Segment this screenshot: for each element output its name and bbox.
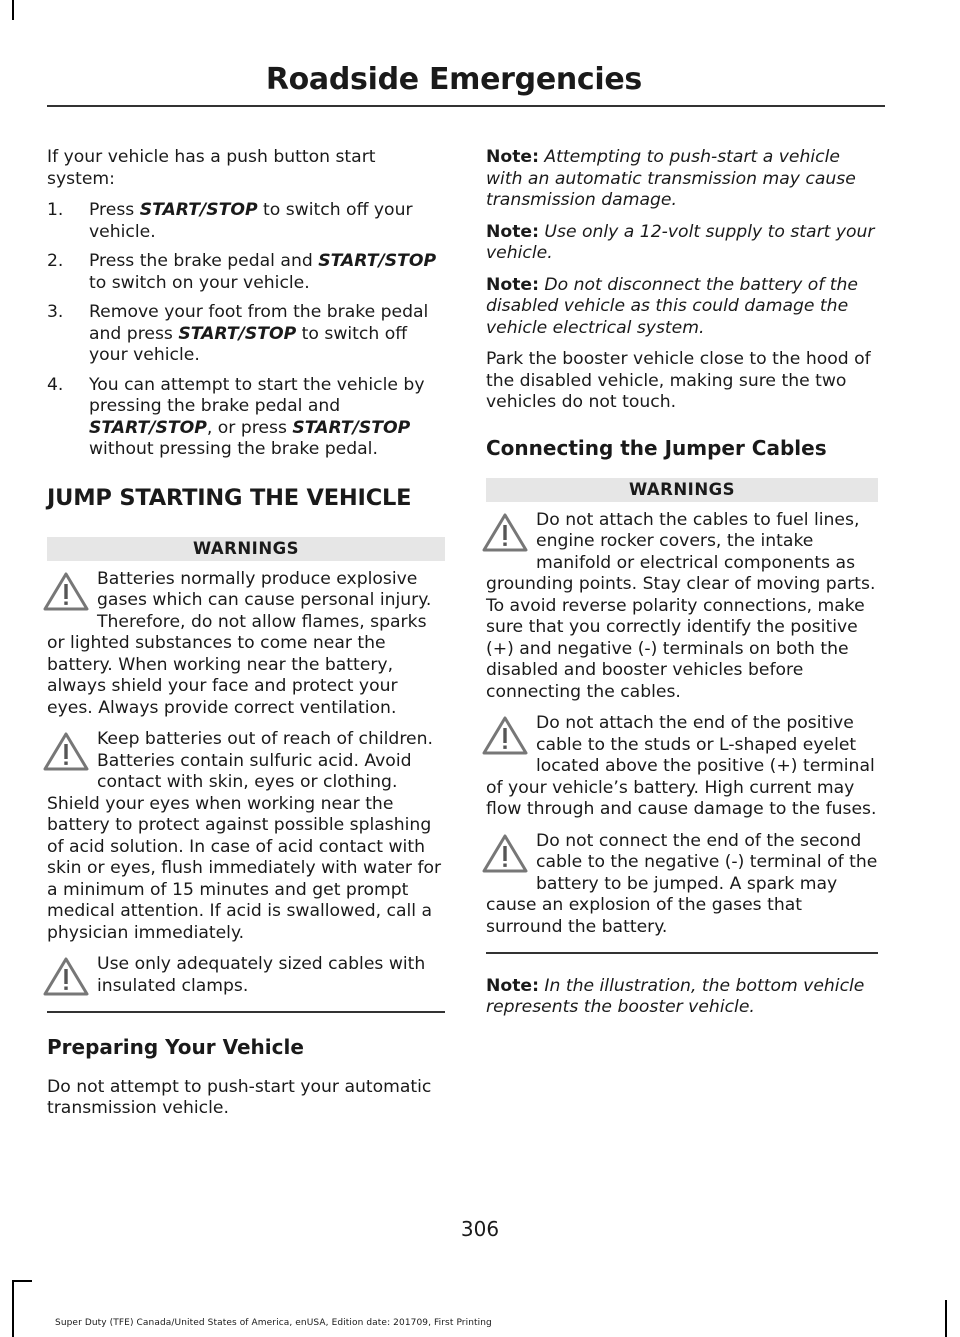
note-text: Attempting to push-start a vehicle with an automatic transmission may cause transmission damage. — [486, 147, 856, 210]
body-text: Do not attempt to push-start your automatic transmission vehicle. — [47, 1076, 432, 1118]
warning-triangle-icon — [480, 510, 534, 556]
crop-mark — [12, 0, 14, 20]
step-number: 1. — [47, 200, 64, 220]
note-label: Note: — [486, 975, 539, 996]
step-item — [47, 302, 445, 367]
note — [486, 976, 878, 1019]
subsection-title: Preparing Your Vehicle — [47, 1034, 304, 1059]
step-number: 4. — [47, 374, 64, 395]
step-text: to switch off your vehicle. — [89, 323, 408, 365]
warning-text: Do not attach the cables to fuel lines, engine rocker covers, the intake manifold or electrical components as grounding points. Stay clear of moving parts. To avoid reverse polarity connections, make sure that you correctly identify the positive (+) and negative (-) terminals on both the disabled and booster vehicles before connecting the cables. — [486, 509, 876, 702]
warning-item — [47, 569, 445, 720]
step-text: to switch off your vehicle. — [89, 200, 413, 242]
warning-item — [47, 954, 445, 997]
warning-text: Keep batteries out of reach of children. Batteries contain sulfuric acid. Avoid contact with skin, eyes or clothing. Shield your eyes when working near the battery to protect against possible splashing of acid solution. In case of acid contact with skin or eyes, flush immediately with water for a minimum of 15 minutes and get prompt medical attention. If acid is swallowed, call a physician immediately. — [47, 729, 442, 943]
step-text: without pressing the brake pedal. — [89, 439, 378, 459]
step-item — [47, 375, 445, 461]
keyword: START/STOP — [89, 417, 207, 438]
footer-edition-text: Super Duty (TFE) Canada/United States of America, enUSA, Edition date: 201709, First Printing — [55, 1318, 492, 1328]
note — [486, 222, 878, 265]
warnings-end-rule — [47, 1011, 445, 1013]
warning-triangle-icon — [480, 831, 534, 877]
intro-text: If your vehicle has a push button start system: — [47, 147, 376, 189]
crop-mark — [12, 1280, 32, 1282]
warning-triangle-icon — [480, 713, 534, 759]
keyword: START/STOP — [178, 323, 297, 344]
warning-triangle-icon — [41, 729, 95, 775]
warning-text: Use only adequately sized cables with insulated clamps. — [97, 954, 426, 996]
warning-triangle-icon — [41, 954, 95, 1000]
left-column — [47, 147, 445, 1130]
step-text: Press the brake pedal and — [89, 251, 319, 271]
warning-text: Do not connect the end of the second cable to the negative (-) terminal of the battery to be jumped. A spark may cause an explosion of the gases that surround the battery. — [486, 830, 878, 937]
warning-item — [486, 713, 878, 821]
steps-list — [47, 200, 445, 461]
warning-item — [486, 510, 878, 704]
warnings-end-rule — [486, 952, 878, 954]
warning-triangle-icon — [41, 569, 95, 615]
note-text: In the illustration, the bottom vehicle represents the booster vehicle. — [486, 975, 865, 1017]
keyword: START/STOP — [292, 417, 411, 438]
step-item — [47, 251, 445, 294]
page-number: 306 — [460, 1217, 500, 1241]
warning-item — [47, 729, 445, 944]
note-label: Note: — [486, 274, 539, 295]
note-label: Note: — [486, 221, 539, 242]
note-text: Do not disconnect the battery of the disabled vehicle as this could damage the vehicle electrical system. — [486, 274, 858, 338]
note-label: Note: — [486, 147, 539, 167]
body-text: Park the booster vehicle close to the hood of the disabled vehicle, making sure the two vehicles do not touch. — [486, 349, 871, 412]
step-text: , or press — [206, 417, 293, 438]
step-text: to switch on your vehicle. — [89, 272, 310, 293]
header-rule — [47, 105, 885, 107]
step-text: You can attempt to start the vehicle by pressing the brake pedal and — [89, 374, 425, 416]
warnings-header: WARNINGS — [486, 478, 878, 502]
step-text: Press — [89, 200, 140, 220]
note-text: Use only a 12-volt supply to start your vehicle. — [486, 221, 875, 263]
page-header-title: Roadside Emergencies — [265, 62, 642, 97]
note — [486, 147, 878, 212]
section-title: JUMP STARTING THE VEHICLE — [47, 484, 412, 511]
warnings-header: WARNINGS — [47, 537, 445, 561]
warning-item — [486, 831, 878, 939]
step-number: 2. — [47, 251, 64, 271]
warning-text: Batteries normally produce explosive gases which can cause personal injury. Therefore, do not allow flames, sparks or lighted substances to come near the battery. When working near the battery, always shield your face and protect your eyes. Always provide correct ventilation. — [47, 568, 432, 718]
warning-text: Do not attach the end of the positive cable to the studs or L-shaped eyelet located above the positive (+) terminal of your vehicle’s battery. High current may flow through and cause damage to the fuses. — [486, 713, 877, 819]
right-column — [486, 147, 878, 1029]
crop-mark — [945, 1300, 947, 1337]
step-text: Remove your foot from the brake pedal and press — [89, 302, 429, 344]
keyword: START/STOP — [318, 251, 437, 271]
note — [486, 275, 878, 340]
step-item — [47, 200, 445, 243]
keyword: START/STOP — [139, 200, 258, 220]
subsection-title: Connecting the Jumper Cables — [486, 435, 827, 460]
crop-mark — [12, 1280, 14, 1337]
step-number: 3. — [47, 302, 64, 322]
